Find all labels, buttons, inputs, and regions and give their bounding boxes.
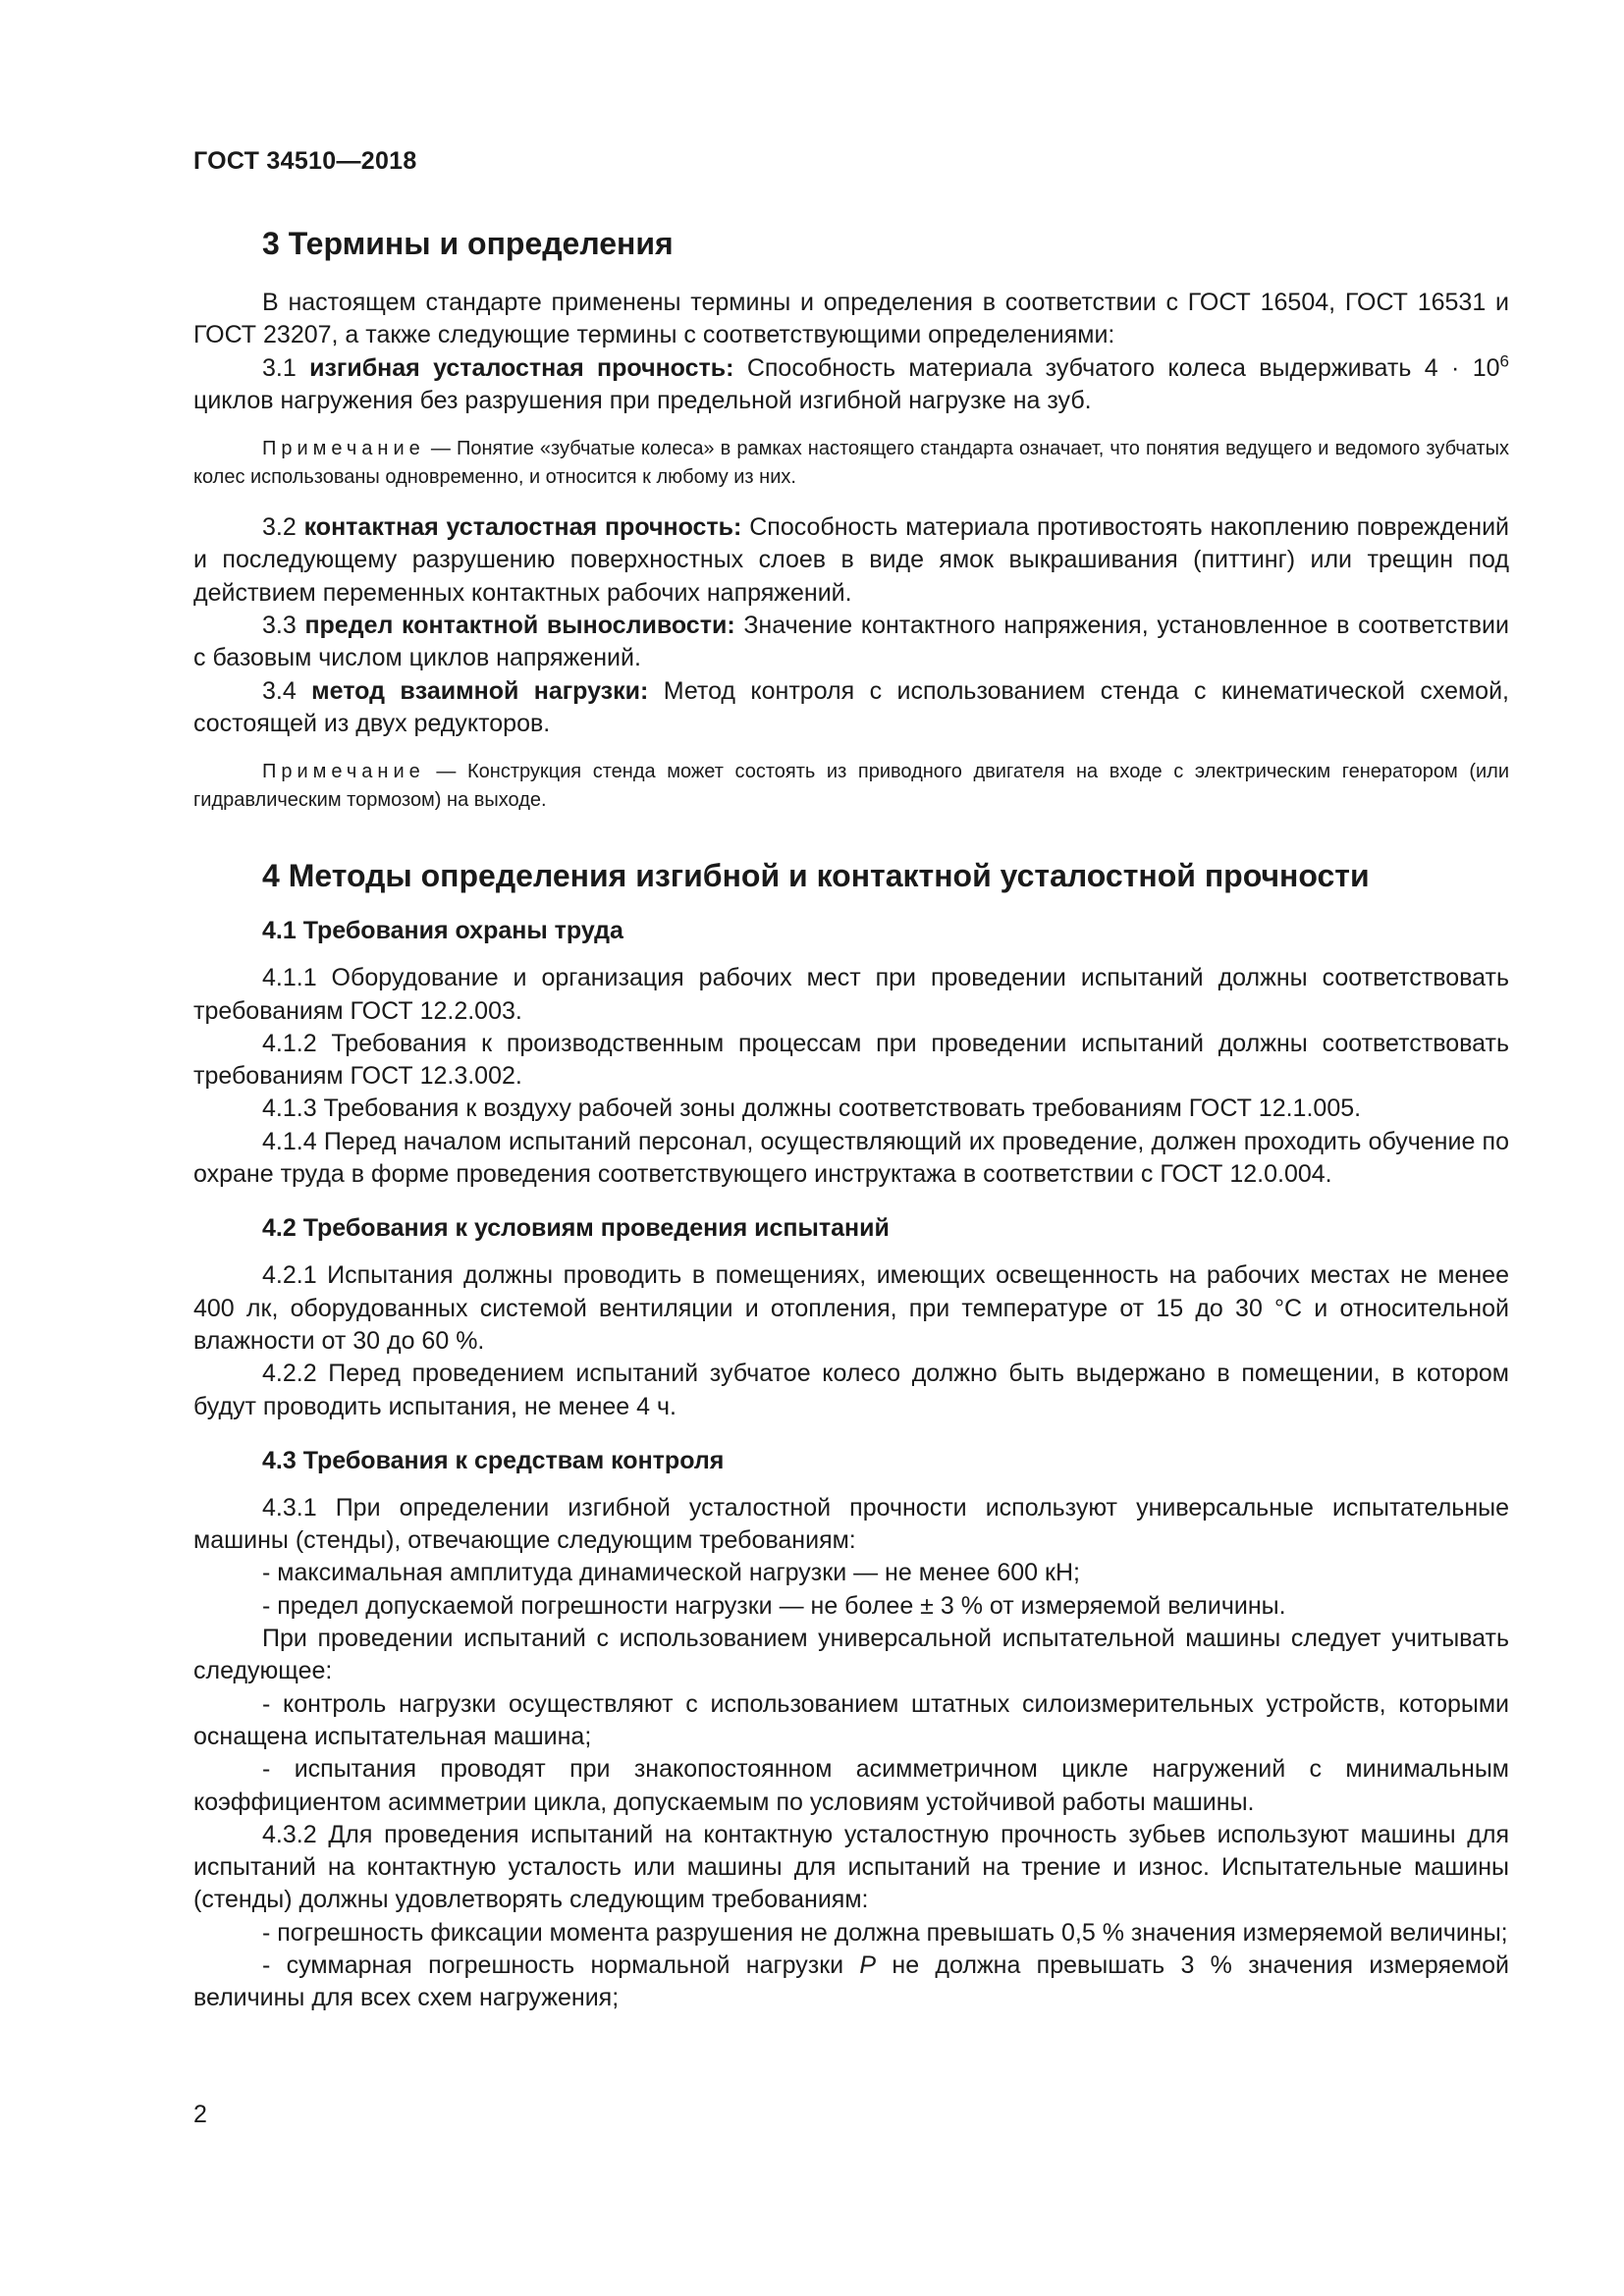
paragraph-4-3-1: 4.3.1 При определении изгибной усталостной прочности используют универсальные испытательные машины (стенды), отвечающие следующим требованиям: [193, 1493, 1509, 1555]
page-body [193, 224, 1509, 2015]
document-header-code: ГОСТ 34510—2018 [193, 147, 417, 175]
note-2-label: Примечание [262, 761, 425, 783]
term-3-4-definition: Метод контроля с использованием стенда с кинематической схемой, состоящей из двух редукторов. [193, 676, 1509, 737]
term-3-2-number: 3.2 [262, 513, 297, 542]
subsection-4-1-title: 4.1 Требования охраны труда [262, 917, 623, 945]
paragraph-4-2-2: 4.2.2 Перед проведением испытаний зубчатое колесо должно быть выдержано в помещении, в котором будут проводить испытания, не менее 4 ч. [193, 1360, 1509, 1420]
note-1-dash: — [430, 438, 451, 460]
term-3-1-definition-start: Способность материала зубчатого колеса выдерживать 4 · 10 [746, 353, 1500, 382]
section-3-intro: В настоящем стандарте применены термины и определения в соответствии с ГОСТ 16504, ГОСТ 16531 и ГОСТ 23207, а также следующие термины с соответствующими определениями: [193, 289, 1509, 349]
list-item: - максимальная амплитуда динамической нагрузки — не менее 600 кН; [262, 1559, 1080, 1587]
term-3-1-definition-end: циклов нагружения без разрушения при предельной изгибной нагрузке на зуб. [193, 386, 1092, 414]
list-item [193, 1949, 1509, 2015]
term-3-4 [193, 675, 1509, 741]
list-item-start: - суммарная погрешность нормальной нагрузки [262, 1950, 844, 1979]
list-item: - испытания проводят при знакопостоянном асимметричном цикле нагружений с минимальным коэффициентом асимметрии цикла, допускаемым по условиям устойчивой работы машины. [193, 1755, 1509, 1816]
note-2-text: Конструкция стенда может состоять из приводного двигателя на входе с электрическим генератором (или гидравлическим тормозом) на выходе. [193, 761, 1510, 812]
term-3-1-name: изгибная усталостная прочность: [309, 353, 734, 382]
term-3-4-name: метод взаимной нагрузки: [311, 676, 649, 705]
paragraph-4-1-4: 4.1.4 Перед началом испытаний персонал, осуществляющий их проведение, должен проходить обучение по охране труда в форме проведения соответствующего инструктажа в соответствии с ГОСТ 12.0.004. [193, 1127, 1509, 1189]
paragraph-4-3-1-cont: При проведении испытаний с использованием универсальной испытательной машины следует учитывать следующее: [193, 1625, 1509, 1685]
page-number: 2 [193, 2101, 207, 2128]
paragraph-4-2-1: 4.2.1 Испытания должны проводить в помещениях, имеющих освещенность на рабочих местах не менее 400 лк, оборудованных системой вентиляции и отопления, при температуре от 15 до 30 °С и относительной влажности от 30 до 60 %. [193, 1261, 1509, 1355]
list-item: - контроль нагрузки осуществляют с использованием штатных силоизмерительных устройств, которыми оснащена испытательная машина; [193, 1689, 1509, 1750]
note-1-text: Понятие «зубчатые колеса» в рамках настоящего стандарта означает, что понятия ведущего и ведомого зубчатых колес использованы одновременно, и относится к любому из них. [193, 438, 1510, 489]
subsection-4-3-title: 4.3 Требования к средствам контроля [262, 1446, 725, 1474]
term-3-2 [193, 511, 1509, 610]
term-3-3 [193, 610, 1509, 675]
note-2 [193, 758, 1509, 815]
section-4-title: 4 Методы определения изгибной и контактной усталостной прочности [262, 858, 1370, 894]
term-3-2-name: контактная усталостная прочность: [303, 513, 742, 542]
list-item-end: не должна превышать 3 % значения измеряемой величины для всех схем нагружения; [193, 1950, 1509, 2012]
note-1 [193, 435, 1509, 492]
term-3-1 [193, 352, 1509, 418]
term-3-1-number: 3.1 [262, 353, 297, 382]
list-item: - предел допускаемой погрешности нагрузки — не более ± 3 % от измеряемой величины. [262, 1591, 1286, 1620]
term-3-1-exponent: 6 [1499, 351, 1509, 371]
paragraph-4-3-2: 4.3.2 Для проведения испытаний на контактную усталостную прочность зубьев используют машины для испытаний на контактную усталость или машины для испытаний на трение и износ. Испытательные машины (стенды) должны удовлетворять следующим требованиям: [193, 1820, 1509, 1914]
note-2-dash: — [436, 761, 457, 783]
section-3-title: 3 Термины и определения [262, 226, 674, 261]
note-1-label: Примечание [262, 438, 425, 460]
list-item: - погрешность фиксации момента разрушения не должна превышать 0,5 % значения измеряемой величины; [262, 1918, 1508, 1947]
term-3-3-name: предел контактной выносливости: [304, 612, 735, 640]
load-variable-p: P [859, 1950, 877, 1979]
term-3-2-definition: Способность материала противостоять накоплению повреждений и последующему разрушению поверхностных слоев в виде ямок выкрашивания (питтинг) или трещин под действием переменных контактных рабочих напряжений. [193, 513, 1509, 607]
term-3-4-number: 3.4 [262, 676, 297, 705]
paragraph-4-1-3: 4.1.3 Требования к воздуху рабочей зоны должны соответствовать требованиям ГОСТ 12.1.005. [262, 1095, 1362, 1123]
term-3-3-definition: Значение контактного напряжения, установленное в соответствии с базовым числом циклов напряжений. [193, 612, 1509, 672]
paragraph-4-1-1: 4.1.1 Оборудование и организация рабочих мест при проведении испытаний должны соответствовать требованиям ГОСТ 12.2.003. [193, 964, 1509, 1025]
term-3-3-number: 3.3 [262, 612, 297, 640]
subsection-4-2-title: 4.2 Требования к условиям проведения испытаний [262, 1214, 890, 1243]
paragraph-4-1-2: 4.1.2 Требования к производственным процессам при проведении испытаний должны соответствовать требованиям ГОСТ 12.3.002. [193, 1029, 1509, 1091]
